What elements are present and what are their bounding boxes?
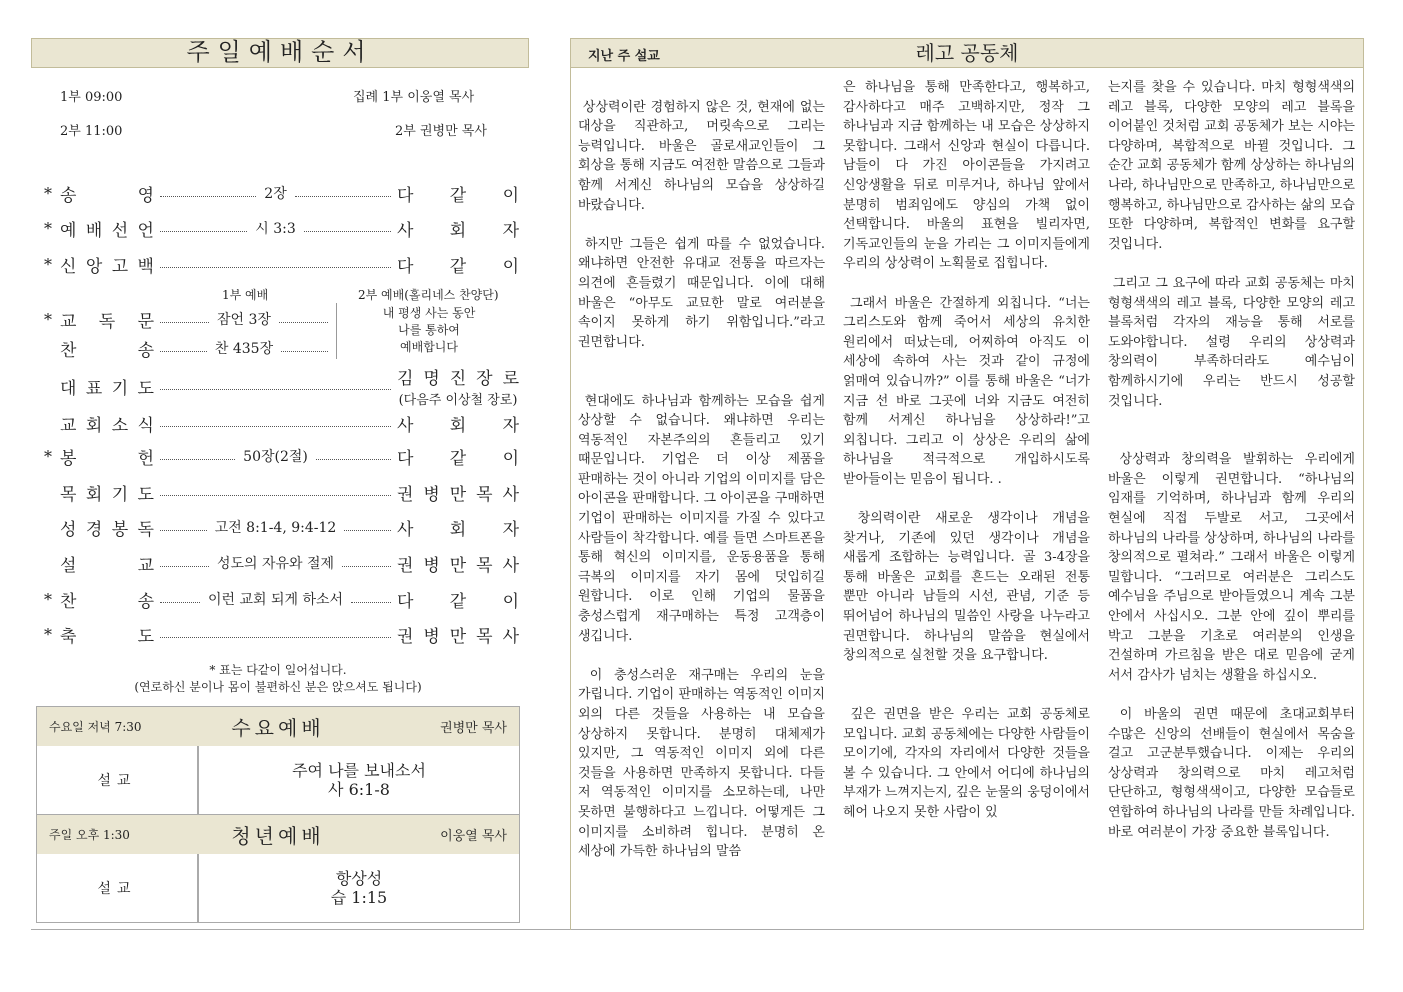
- order-center: 찬 435장: [214, 341, 274, 357]
- order-label: 찬 송: [60, 591, 154, 612]
- worship-order-title: 주일예배순서: [186, 38, 374, 66]
- sermon-paragraph: 은 하나님을 통해 만족한다고, 행복하고, 감사하다고 매주 고백하지만, 정작 그 하나님과 지금 함께하는 내 모습은 상상하지 못합니다. 그래서 신앙과 현실이 다릅니다. 남들이 다 가진 아이콘들을 가지려고 신앙생활을 뒤로 미루거나, 하나님 앞에서 분명히 범죄임에도 양심의 가책 없이 선택합니다. 바울의 표현을 빌리자면, 기독교인들의 눈을 가리는 그 이미지들에게 우리의 상상력이 노획물로 집힙니다.: [843, 80, 1090, 272]
- order-center: 50장(2절): [243, 449, 308, 465]
- order-row-daepyogido: [44, 366, 519, 406]
- split-head-1: 1부 예배: [222, 288, 269, 302]
- order-label: 찬 송: [60, 340, 154, 361]
- sermon-paragraph: 창의력이란 새로운 생각이나 개념을 찾거나, 기존에 있던 생각이나 개념을 새롭게 조합하는 능력입니다. 골 3-4장을 통해 바울은 교회를 흔드는 오래된 전통 뿐만 아니라 남들의 시선, 관념, 기준 등 뛰어넘어 하나님의 밀씀인 사랑을 나누라고 권면합니다. 하나님의 말씀을 현실에서 창의적으로 실천할 것을 요구합니다.: [843, 511, 1090, 664]
- sermon-paragraph: 그래서 바울은 간절하게 외칩니다. “너는 그리스도와 함께 죽어서 세상의 유치한 원리에서 떠났는데, 어찌하여 아직도 이 세상에 속하여 사는 것과 같이 규정에 얽매여 있습니까?” 이를 통해 바울은 “너가 지금 선 바로 그곳에 너와 지금도 여전히 함께 서계신 하나님을 상상하라!”고 외칩니다. 그리고 이 상상은 우리의 삶에 하나님을 적극적으로 개입하시도록 받아들이는 믿음이 됩니다. .: [843, 295, 1090, 487]
- sermon-paragraph: [843, 666, 1090, 686]
- sermon-paragraph: [1108, 254, 1355, 274]
- sermon-paragraph: 그리고 그 요구에 따라 교회 공동체는 마치 형형색색의 레고 블록, 다양한 모양의 레고 블록처럼 각자의 재능을 통해 서로를 도와야합니다. 설령 우리의 상상력과 창의력이 부족하더라도 예수님이 함께하시기에 우리는 반드시 성공할 것입니다.: [1108, 275, 1355, 409]
- order-label: 설 교: [60, 555, 154, 576]
- sermon-paragraph: 깊은 권면을 받은 우리는 교회 공동체로 모입니다. 교회 공동체에는 다양한 사람들이 모이기에, 각자의 자리에서 다양한 것들을 볼 수 있습니다. 그 안에서 어디에 하나님의 부재가 느껴지는지, 깊은 눈물의 웅덩이에서 헤어 나오지 못한 사람이 있: [843, 707, 1090, 820]
- order-label: 교 독 문: [60, 311, 154, 332]
- order-center: 잠언 3장: [217, 312, 271, 328]
- order-resp: 사 회 자: [397, 519, 519, 540]
- stand-marker: *: [44, 309, 52, 329]
- youth-title: 청년예배: [231, 824, 325, 848]
- sermon-tag: 지난 주 설교: [588, 49, 660, 64]
- sermon-paragraph: [843, 489, 1090, 509]
- sermon-paragraph: [578, 215, 825, 235]
- order-row-gyodokmun: [44, 308, 334, 330]
- service-time-1: 1부 09:00: [60, 90, 123, 105]
- wednesday-header: [37, 707, 519, 746]
- stand-marker: *: [44, 589, 52, 609]
- choir-block: 내 평생 사는 동안 나를 통하여 예배합니다: [382, 306, 476, 354]
- sermon-column-2: [843, 78, 1090, 823]
- sermon-paragraph: [843, 685, 1090, 705]
- wednesday-sermon: 주여 나를 보내소서: [292, 761, 426, 780]
- youth-pastor: 이웅열 목사: [440, 829, 507, 844]
- wednesday-label: 설교: [37, 746, 199, 814]
- order-center: 고전 8:1-4, 9:4-12: [214, 520, 337, 536]
- notes: * 표는 다같이 일어섭니다. (연로하신 분이나 몸이 불편하신 분은 앉으셔도 됩니다): [134, 663, 422, 694]
- sermon-paragraph: 상상력이란 경험하지 않은 것, 현재에 없는 대상을 직관하고, 머릿속으로 그리는 능력입니다. 바울은 골로새교인들이 그 회상을 통해 지금도 여전한 말씀으로 그들과 함께 서계신 하나님의 모습을 상상하길 바랐습니다.: [578, 99, 825, 213]
- wednesday-pastor: 권병만 목사: [440, 721, 507, 736]
- order-row-gyohoesosik: [44, 412, 519, 434]
- order-resp: 사 회 자: [397, 415, 519, 436]
- stand-marker: *: [44, 624, 52, 644]
- sermon-paragraph: [578, 352, 825, 372]
- order-resp: 다 같 이: [397, 185, 519, 206]
- split-head-2: 2부 예배(홀리네스 찬양단): [358, 288, 499, 302]
- order-resp: 다 같 이: [397, 256, 519, 277]
- sermon-paragraph: [578, 372, 825, 392]
- sermon-column-3: [1108, 78, 1355, 842]
- wednesday-service-box: [36, 706, 520, 815]
- youth-label: 설교: [37, 854, 199, 922]
- stand-marker: *: [44, 183, 52, 203]
- order-label: 성 경 봉 독: [60, 519, 154, 540]
- order-row-chansong-2: [44, 588, 519, 610]
- sermon-paragraph: [578, 78, 825, 98]
- order-resp: 김 명 진 장 로: [397, 369, 519, 389]
- sermon-paragraph: 현대에도 하나님과 함께하는 모습을 쉽게 상상할 수 없습니다. 왜냐하면 우리는 역동적인 자본주의의 흔들리고 있기 때문입니다. 기업은 더 이상 제품을 판매하는 것이 아니라 기업의 이미지를 담은 아이콘을 판매합니다. 그 아이콘을 구매하면 기업이 판매하는 이미지를 가질 수 있다고 사람들이 착각합니다. 예를 들면 스마트폰을 통해 혁신의 이미지를, 운동용품을 통해 극복의 이미지를 자기 몸에 덧입히길 원합니다. 이로 인해 기업의 물품을 충성스럽게 재구매하는 특정 고객층이 생깁니다.: [578, 393, 825, 644]
- order-resp: 권 병 만 목 사: [397, 555, 519, 576]
- next-week-prayer: (다음주 이상철 장로): [398, 393, 518, 408]
- wednesday-verse: 사 6:1-8: [328, 780, 390, 799]
- order-resp: 사 회 자: [397, 220, 520, 241]
- stand-marker: *: [44, 446, 52, 466]
- sermon-paragraph: 이 충성스러운 재구매는 우리의 눈을 가립니다. 기업이 판매하는 역동적인 이미지 외의 다른 것들을 사용하는 내 모습을 상상하지 못합니다. 분명히 대체제가 있지만, 그 역동적인 이미지 외에 다른 것들을 사용하면 만족하지 못합니다. 다들 저 역동적인 이미지를 소모하는데, 나만 못하면 불행하다고 느낍니다. 어떻게든 그 이미지를 소비하려 힙니다. 분명히 온 세상에 가득한 하나님의 말씀: [578, 667, 825, 860]
- order-label: 축 도: [60, 626, 154, 647]
- split-divider: [336, 303, 337, 359]
- youth-time: 주일 오후 1:30: [49, 828, 130, 842]
- sermon-paragraph: [843, 274, 1090, 294]
- order-row-yebaeseoneon: [44, 217, 519, 239]
- youth-sermon: 항상성: [335, 869, 383, 888]
- sermon-paragraph: [1108, 411, 1355, 431]
- service-presider-1: 집례 1부 이웅열 목사: [353, 90, 475, 105]
- order-resp: 다 같 이: [397, 448, 520, 469]
- sermon-paragraph: [1108, 431, 1355, 451]
- order-row-chukdo: [44, 623, 519, 645]
- order-row-mokhoegido: [44, 481, 519, 503]
- youth-header: [37, 815, 519, 854]
- order-label: 교 회 소 식: [60, 415, 154, 436]
- sermon-paragraph: 이 바울의 권면 때문에 초대교회부터 수많은 신앙의 선배들이 현실에서 목숨을 걸고 고군분투했습니다. 이제는 우리의 상상력과 창의력으로 마치 레고처럼 단단하고, 형형색색이고, 다양한 모습들로 연합하여 하나님의 나라를 만들 차례입니다. 바로 여러분이 가장 중요한 블록입니다.: [1108, 707, 1355, 840]
- sermon-title: 레고 공동체: [915, 41, 1019, 65]
- order-row-songyeong: [44, 182, 519, 204]
- service-presider-2: 2부 권병만 목사: [395, 124, 487, 139]
- order-resp: 다 같 이: [397, 591, 520, 612]
- order-label: 신 앙 고 백: [60, 256, 154, 277]
- order-label: 봉 헌: [60, 448, 154, 469]
- order-label: 예 배 선 언: [60, 220, 154, 241]
- order-row-sinanggobaek: [44, 253, 519, 275]
- order-row-chansong-1: [44, 337, 334, 359]
- sermon-column-1: [578, 78, 825, 862]
- sermon-paragraph: [1108, 685, 1355, 705]
- order-row-seolgyo: [44, 552, 519, 574]
- youth-service-box: [36, 815, 520, 923]
- stand-marker: *: [44, 218, 52, 238]
- sermon-paragraph: [578, 646, 825, 666]
- stand-marker: *: [44, 254, 52, 274]
- order-row-seonggyeongbongdok: [44, 516, 519, 538]
- order-label: 목 회 기 도: [60, 484, 154, 505]
- wednesday-time: 수요일 저녁 7:30: [49, 720, 142, 734]
- order-label: 송 영: [60, 185, 154, 206]
- order-center: 성도의 자유와 절제: [216, 556, 335, 572]
- order-center: 시 3:3: [255, 221, 296, 237]
- order-resp: 권 병 만 목 사: [397, 626, 519, 647]
- wednesday-title: 수요예배: [231, 716, 325, 740]
- sermon-paragraph: 는지를 찾을 수 있습니다. 마치 형형색색의 레고 블록, 다양한 모양의 레고 블록을 이어붙인 것처럼 교회 공동체가 보는 시야는 다양하며, 복합적으로 바뀔 것입니다. 그 순간 교회 공동체가 함께 상상하는 하나님의 나라, 하나님만으로 만족하고, 하나님만으로 행복하고, 하나님만으로 감사하는 삶의 모습 또한 다양하며, 복합적인 변화를 요구할 것입니다.: [1108, 80, 1355, 252]
- sermon-paragraph: 상상력과 창의력을 발휘하는 우리에게 바울은 이렇게 권면합니다. “하나님의 임재를 기억하며, 하나님과 함께 우리의 현실에 직접 두발로 서고, 그곳에서 하나님의 나라를 상상하며, 하나님의 나라를 창의적으로 펼쳐라.” 그래서 바울은 이렇게 밀합니다. “그러므로 여러분은 그리스도 예수님을 주님으로 받아들였으니 계속 그분 안에서 사십시오. 그분 안에 깊이 뿌리를 박고 그분을 기초로 여러분의 인생을 건설하며 가르침을 받은 대로 믿음에 굳게 서서 감사가 넘치는 생활을 하십시오.: [1108, 452, 1355, 683]
- order-label: 대 표 기 도: [60, 378, 154, 399]
- order-resp: 권 병 만 목 사: [397, 484, 519, 505]
- youth-verse: 습 1:15: [330, 888, 388, 907]
- order-row-bongheon: [44, 445, 519, 467]
- order-center: 2장: [264, 186, 287, 202]
- service-time-2: 2부 11:00: [60, 124, 123, 139]
- sermon-paragraph: 하지만 그들은 쉽게 따를 수 없었습니다. 왜냐하면 안전한 유대교 전통을 따르자는 의견에 흔들렸기 때문입니다. 이에 대해 바울은 “아무도 교묘한 말로 여러분을 속이지 못하게 하기 위함입니다.”라고 권면합니다.: [578, 236, 825, 350]
- order-center: 이런 교회 되게 하소서: [207, 592, 344, 608]
